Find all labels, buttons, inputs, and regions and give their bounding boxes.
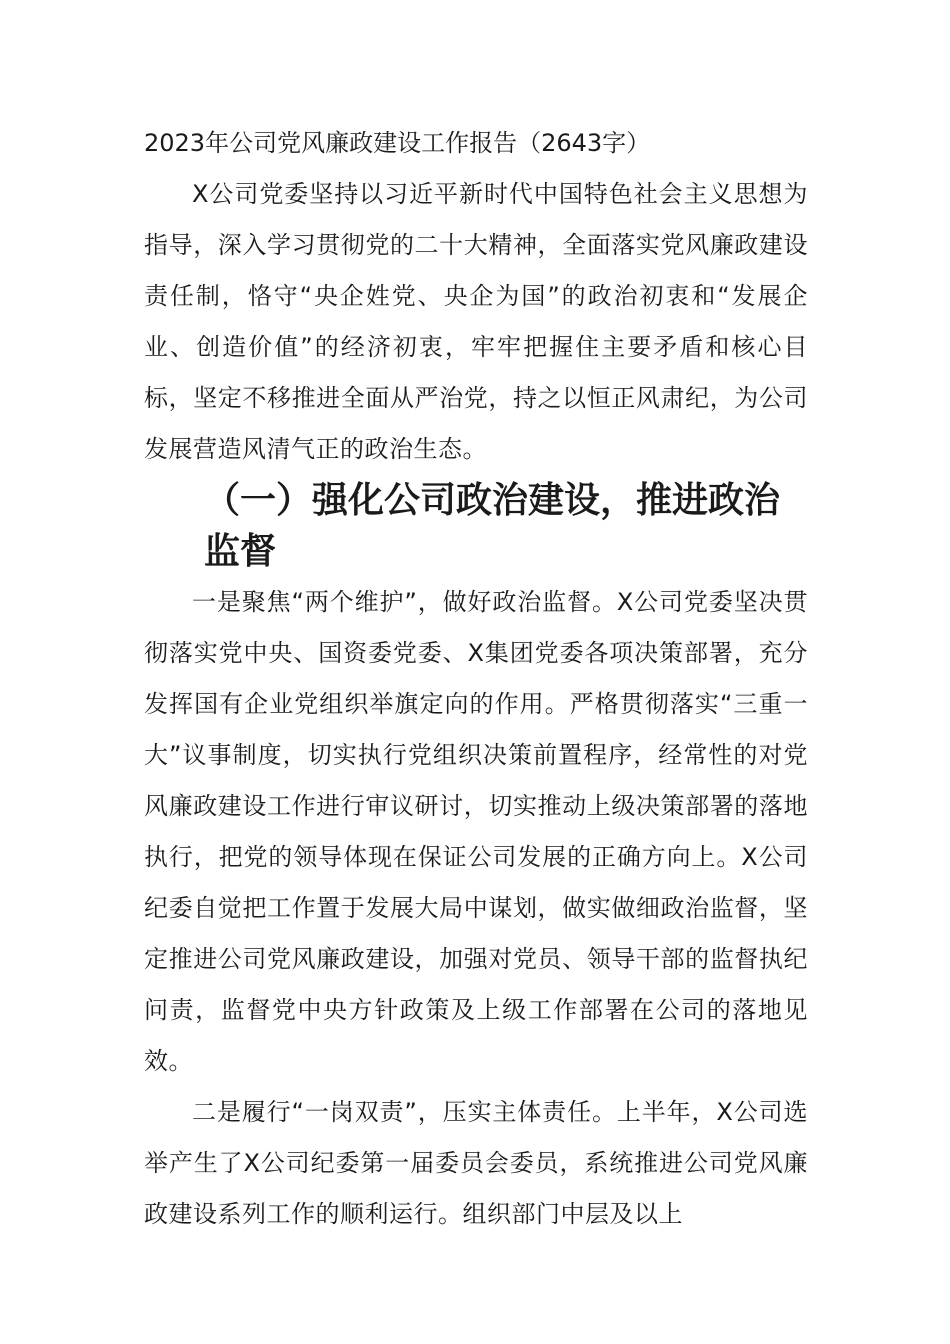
section-paragraph-2: 二是履行“一岗双责”，压实主体责任。上半年，X公司选举产生了X公司纪委第一届委员会委员，系统推进公司党风廉政建设系列工作的顺利运行。组织部门中层及以上 <box>144 1098 808 1228</box>
section-heading: （一）强化公司政治建设，推进政治监督 <box>204 480 781 572</box>
document-title: 2023年公司党风廉政建设工作报告（2643字） <box>144 129 651 157</box>
section-paragraph-1: 一是聚焦“两个维护”，做好政治监督。X公司党委坚决贯彻落实党中央、国资委党委、X集团党委各项决策部署，充分发挥国有企业党组织举旗定向的作用。严格贯彻落实“三重一大”议事制度，切实执行党组织决策前置程序，经常性的对党风廉政建设工作进行审议研讨，切实推动上级决策部署的落地执行，把党的领导体现在保证公司发展的正确方向上。X公司纪委自觉把工作置于发展大局中谋划，做实做细政治监督，坚定推进公司党风廉政建设，加强对党员、领导干部的监督执纪问责，监督党中央方针政策及上级工作部署在公司的落地见效。 <box>144 588 808 1075</box>
intro-paragraph: X公司党委坚持以习近平新时代中国特色社会主义思想为指导，深入学习贯彻党的二十大精神，全面落实党风廉政建设责任制，恪守“央企姓党、央企为国”的政治初衷和“发展企业、创造价值”的经济初衷，牢牢把握住主要矛盾和核心目标，坚定不移推进全面从严治党，持之以恒正风肃纪，为公司发展营造风清气正的政治生态。 <box>144 180 808 463</box>
document-page <box>144 118 808 1240</box>
